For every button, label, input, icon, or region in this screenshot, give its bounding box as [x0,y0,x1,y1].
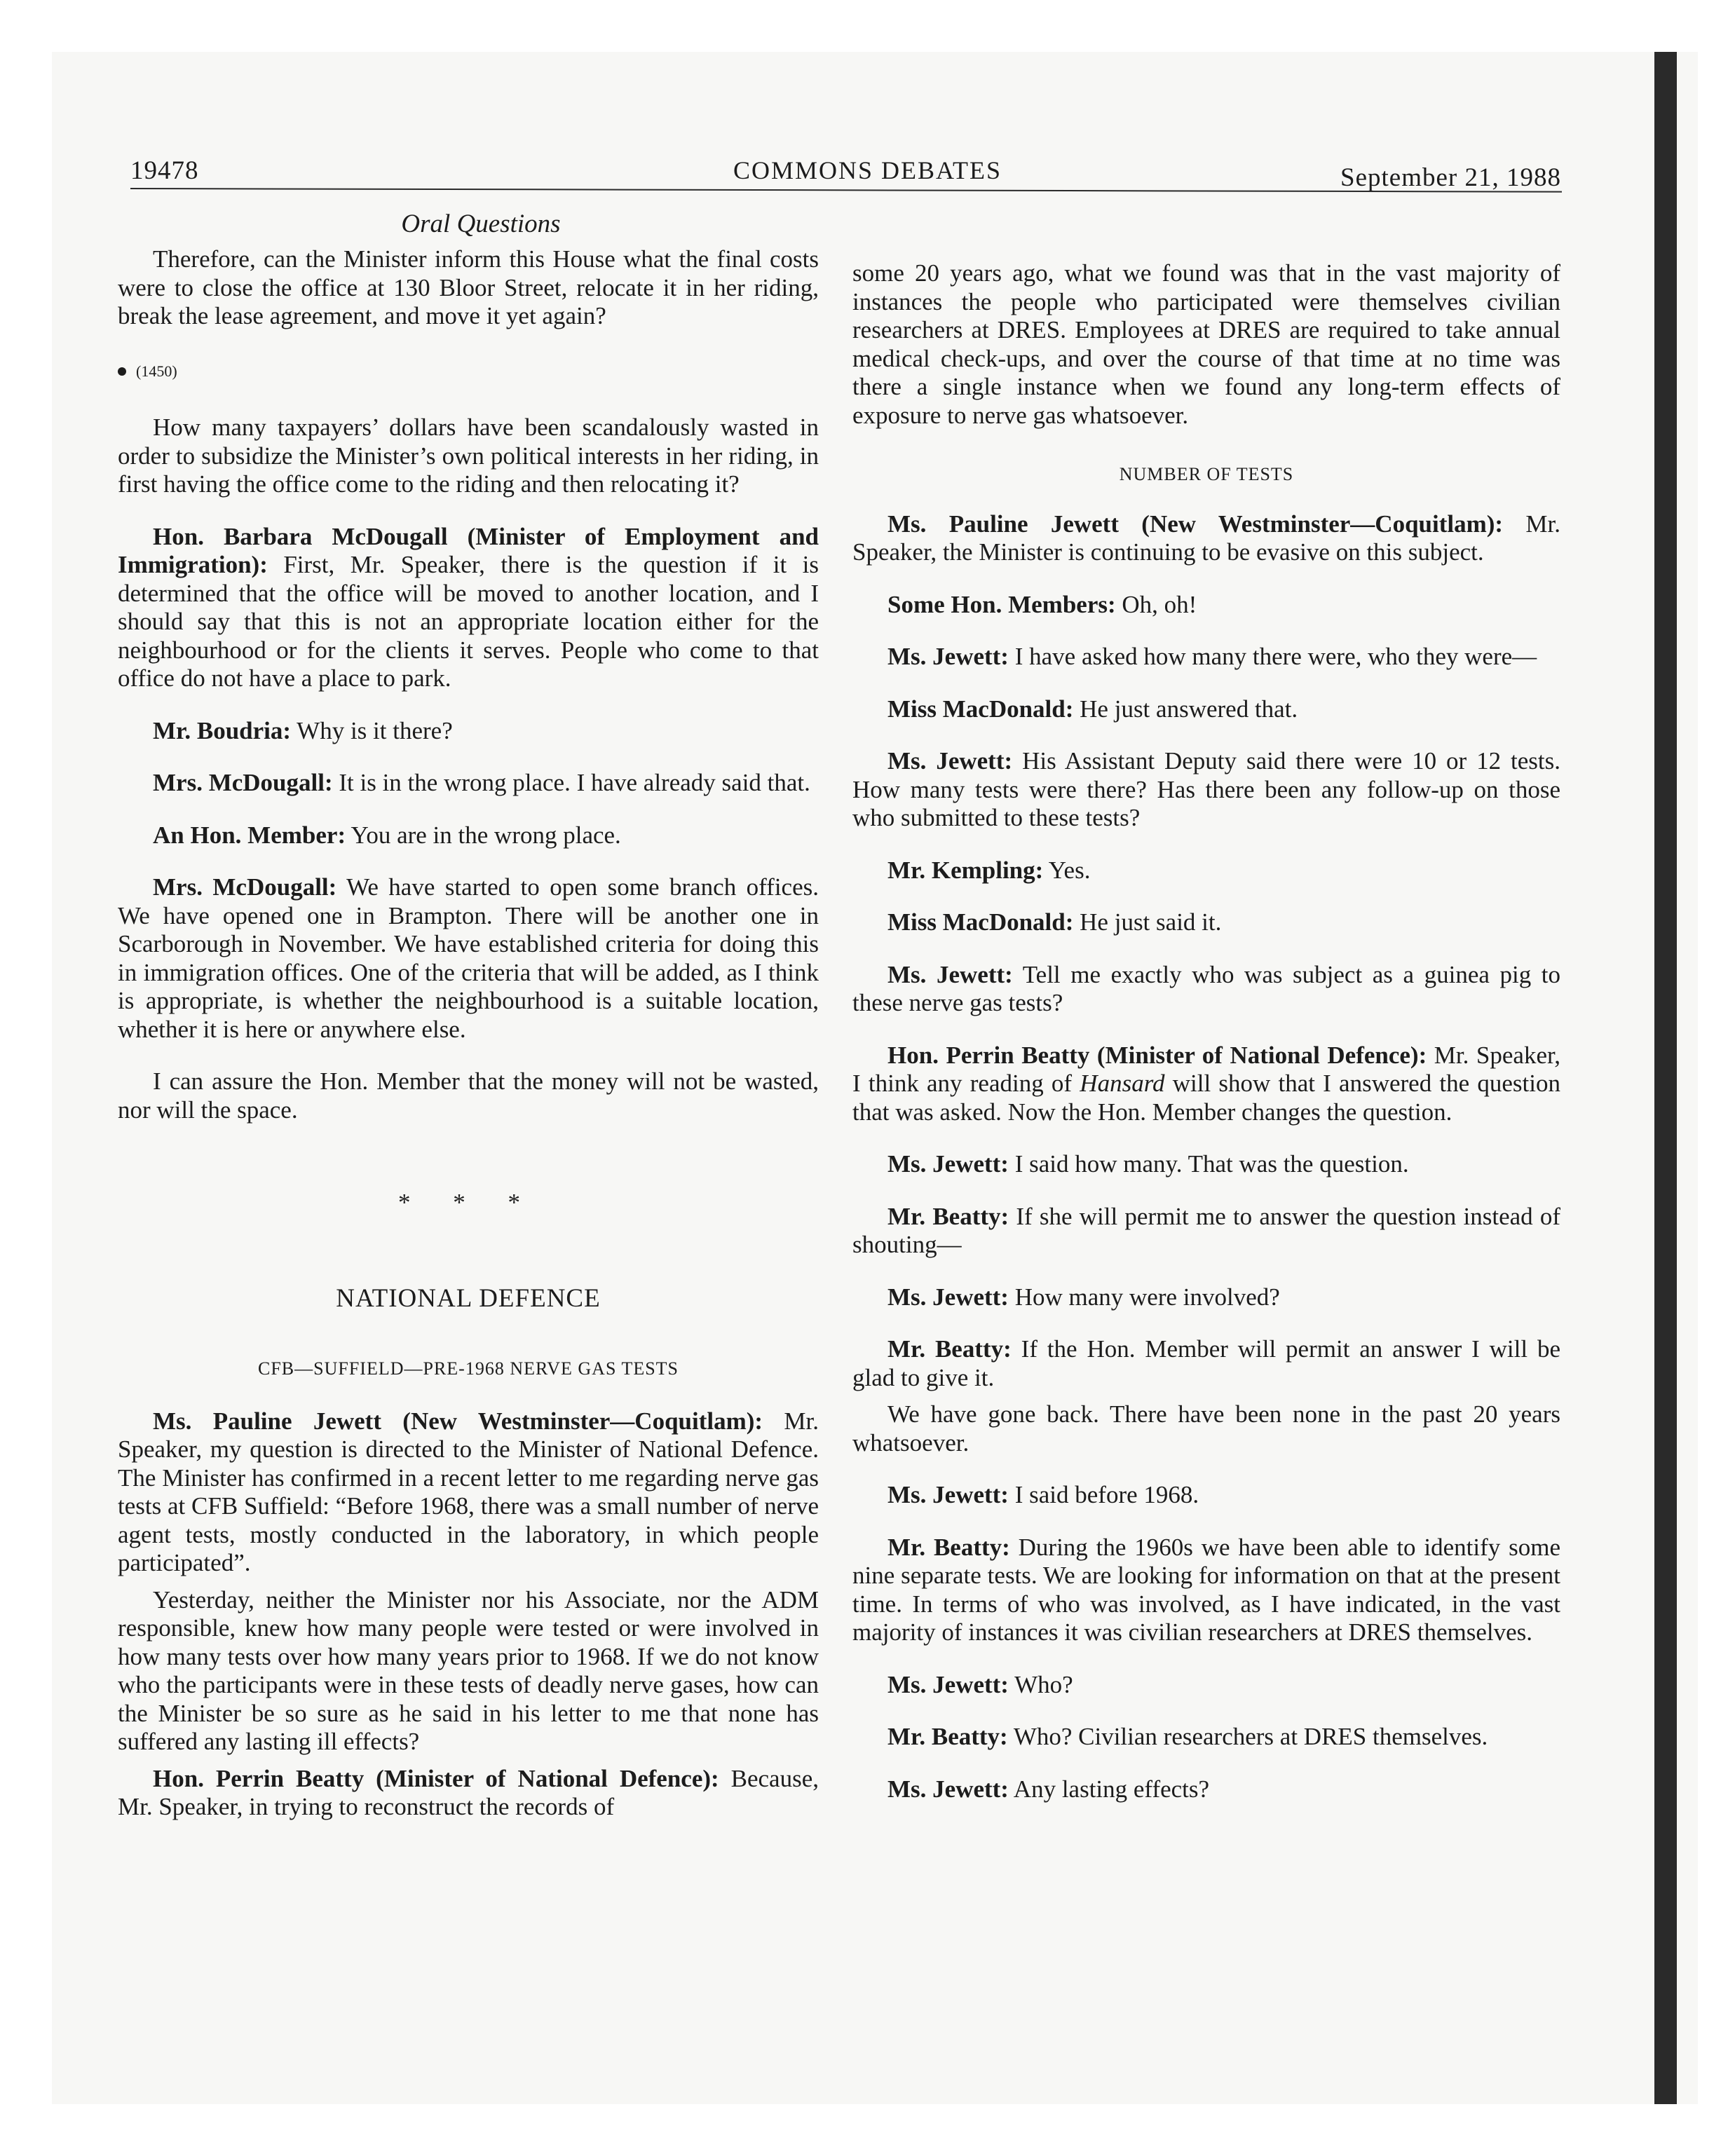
paragraph: some 20 years ago, what we found was that in the vast majority of instances the people who participated were themselves civilian researchers at DRES. Employees at DRES are required to take annual medical check-ups, and over the course of that time at no time was there a single instance when we found any long-term effects of exposure to nerve gas whatsoever. [852,259,1560,429]
right-column [852,259,1560,1803]
speech [118,873,819,1044]
speech-text: Who? [1008,1670,1073,1698]
paragraph: Therefore, can the Minister inform this House what the final costs were to close the office at 130 Bloor Street, relocate it in her riding, break the lease agreement, and move it yet again? [118,245,819,329]
speech [852,961,1560,1018]
topic-heading: NUMBER OF TESTS [1119,464,1294,484]
speech-text: He just answered that. [1073,695,1298,723]
speech [852,1042,1560,1127]
speech-text: During the 1960s we have been able to identify some nine separate tests. We are looking for information on that at the present time. In terms of who was involved, as I have indicated, in the vast majority of instances it was civilian researchers at DRES themselves. [852,1533,1560,1646]
speech [852,1203,1560,1260]
speaker: Ms. Jewett: [887,747,1013,775]
speech [118,769,819,798]
speech [852,1671,1560,1700]
speech-text: We have started to open some branch offices. We have opened one in Brampton. There will be another one in Scarborough in November. We have established criteria for doing this in immigration offices. One of the criteria that will be added, as I think is appropriate, is whether the neighbourhood is a suitable location, whether it is here or anywhere else. [118,873,819,1043]
speech [852,1481,1560,1510]
time-stamp-text: (1450) [136,362,177,380]
topic-heading: CFB—SUFFIELD—PRE-1968 NERVE GAS TESTS [257,1358,679,1379]
speech [852,747,1560,833]
section-separator: * * * [398,1189,538,1216]
speech [852,695,1560,724]
speech [852,1150,1560,1179]
speaker: Hon. Perrin Beatty (Minister of National Defence): [887,1041,1427,1069]
speech-text: Tell me exactly who was subject as a guinea pig to these nerve gas tests? [852,960,1561,1016]
speech [118,523,819,693]
speaker: Mr. Beatty: [887,1202,1009,1230]
speaker: Miss MacDonald: [887,695,1074,723]
paragraph: We have gone back. There have been none in the past 20 years whatsoever. [852,1400,1560,1456]
bullet-icon [118,367,126,376]
speaker: Mr. Kempling: [887,856,1044,884]
speech [852,591,1560,620]
speech [118,1407,819,1578]
speaker: Mr. Boudria: [153,716,292,744]
speaker: An Hon. Member: [153,821,346,849]
speech-text: Yes. [1043,856,1091,884]
speech-text: It is in the wrong place. I have already said that. [332,769,810,796]
speech [118,717,819,746]
speaker: Ms. Jewett: [887,960,1013,988]
speech [852,1283,1560,1312]
speech-text: His Assistant Deputy said there were 10 or 12 tests. How many tests were there? Has there been any follow-up on those who submitted to these tests? [852,747,1561,831]
paragraph: Yesterday, neither the Minister nor his Associate, nor the ADM responsible, knew how many people were tested or were involved in how many tests over how many years prior to 1968. If we do not know who the participants were in these tests of deadly nerve gases, how can the Minister be so sure as he said in his letter to me that none has suffered any lasting ill effects? [118,1585,819,1755]
speech-text: You are in the wrong place. [346,821,621,849]
speaker: Ms. Jewett: [887,1150,1009,1178]
page-number: 19478 [130,156,199,185]
speech [118,821,819,850]
speaker: Miss MacDonald: [887,908,1074,936]
speech-text: Mr. Speaker, my question is directed to the Minister of National Defence. The Minister has confirmed in a recent letter to me regarding nerve gas tests at CFB Suffield: “Before 1968, there was a small number of nerve agent tests, mostly conducted in the laboratory, in which people participated”. [118,1407,819,1576]
speech-text: I said how many. That was the question. [1008,1150,1409,1178]
publication-title: COMMONS DEBATES [733,156,1002,184]
speaker: Ms. Jewett: [887,1283,1009,1311]
speech [852,1775,1560,1804]
speech-text: If she will permit me to answer the question instead of shouting— [852,1202,1560,1258]
speech [852,1335,1560,1392]
speech-text: How many were involved? [1008,1283,1280,1311]
speech [852,908,1560,937]
speech-text: Oh, oh! [1115,590,1197,618]
speaker: Mrs. McDougall: [153,769,333,796]
speech [852,1534,1560,1647]
speech [852,1723,1560,1752]
speech-text: Any lasting effects? [1008,1775,1210,1803]
speaker: Hon. Barbara McDougall (Minister of Employment and Immigration): [118,522,819,578]
speech-text: Mr. Speaker, the Minister is continuing to be evasive on this subject. [852,510,1560,566]
left-column [118,245,819,1822]
speech-text: Why is it there? [291,716,453,744]
speaker: Ms. Jewett: [887,643,1009,670]
speech-italic-text: Hansard [1080,1070,1165,1097]
speech [852,643,1560,671]
speech-text: I have asked how many there were, who they were— [1008,643,1537,670]
speaker: Ms. Jewett: [887,1481,1009,1508]
section-heading: NATIONAL DEFENCE [336,1283,601,1313]
speech-text: First, Mr. Speaker, there is the question if it is determined that the office will be moved to another location, and I should say that this is not an appropriate location either for the neighbourhood or for the clients it serves. People who come to that office do not have a place to park. [118,551,819,692]
speech-text: Who? Civilian researchers at DRES themselves. [1007,1723,1488,1750]
speaker: Mrs. McDougall: [153,873,337,901]
speech [118,1765,819,1822]
speaker: Hon. Perrin Beatty (Minister of National Defence): [153,1764,719,1792]
scan-edge-bar [1654,52,1677,2104]
section-subheading: Oral Questions [401,210,561,238]
speaker: Ms. Pauline Jewett (New Westminster—Coquitlam): [153,1407,763,1435]
paragraph: How many taxpayers’ dollars have been scandalously wasted in order to subsidize the Minister’s own political interests in her riding, in first having the office come to the riding and then relocating it? [118,414,819,498]
speech-text: If the Hon. Member will permit an answer I will be glad to give it. [852,1335,1560,1391]
speech-text: will show that I answered the question that was asked. Now the Hon. Member changes the question. [852,1070,1560,1126]
speech-text: Mr. Speaker, I think any reading of [852,1041,1560,1097]
speaker: Mr. Beatty: [887,1335,1012,1363]
speaker: Ms. Jewett: [887,1670,1009,1698]
speaker: Mr. Beatty: [887,1533,1010,1561]
time-stamp [118,357,819,386]
speech-text: I said before 1968. [1008,1481,1199,1508]
speaker: Ms. Jewett: [887,1775,1009,1803]
speaker: Mr. Beatty: [887,1723,1008,1750]
speech [852,857,1560,885]
speaker: Some Hon. Members: [887,590,1116,618]
speech [852,510,1560,567]
publication-date: September 21, 1988 [1340,163,1561,192]
speaker: Ms. Pauline Jewett (New Westminster—Coquitlam): [887,510,1504,538]
speech-text: He just said it. [1073,908,1222,936]
paragraph: I can assure the Hon. Member that the money will not be wasted, nor will the space. [118,1067,819,1124]
speech-text: Because, Mr. Speaker, in trying to reconstruct the records of [118,1764,819,1820]
